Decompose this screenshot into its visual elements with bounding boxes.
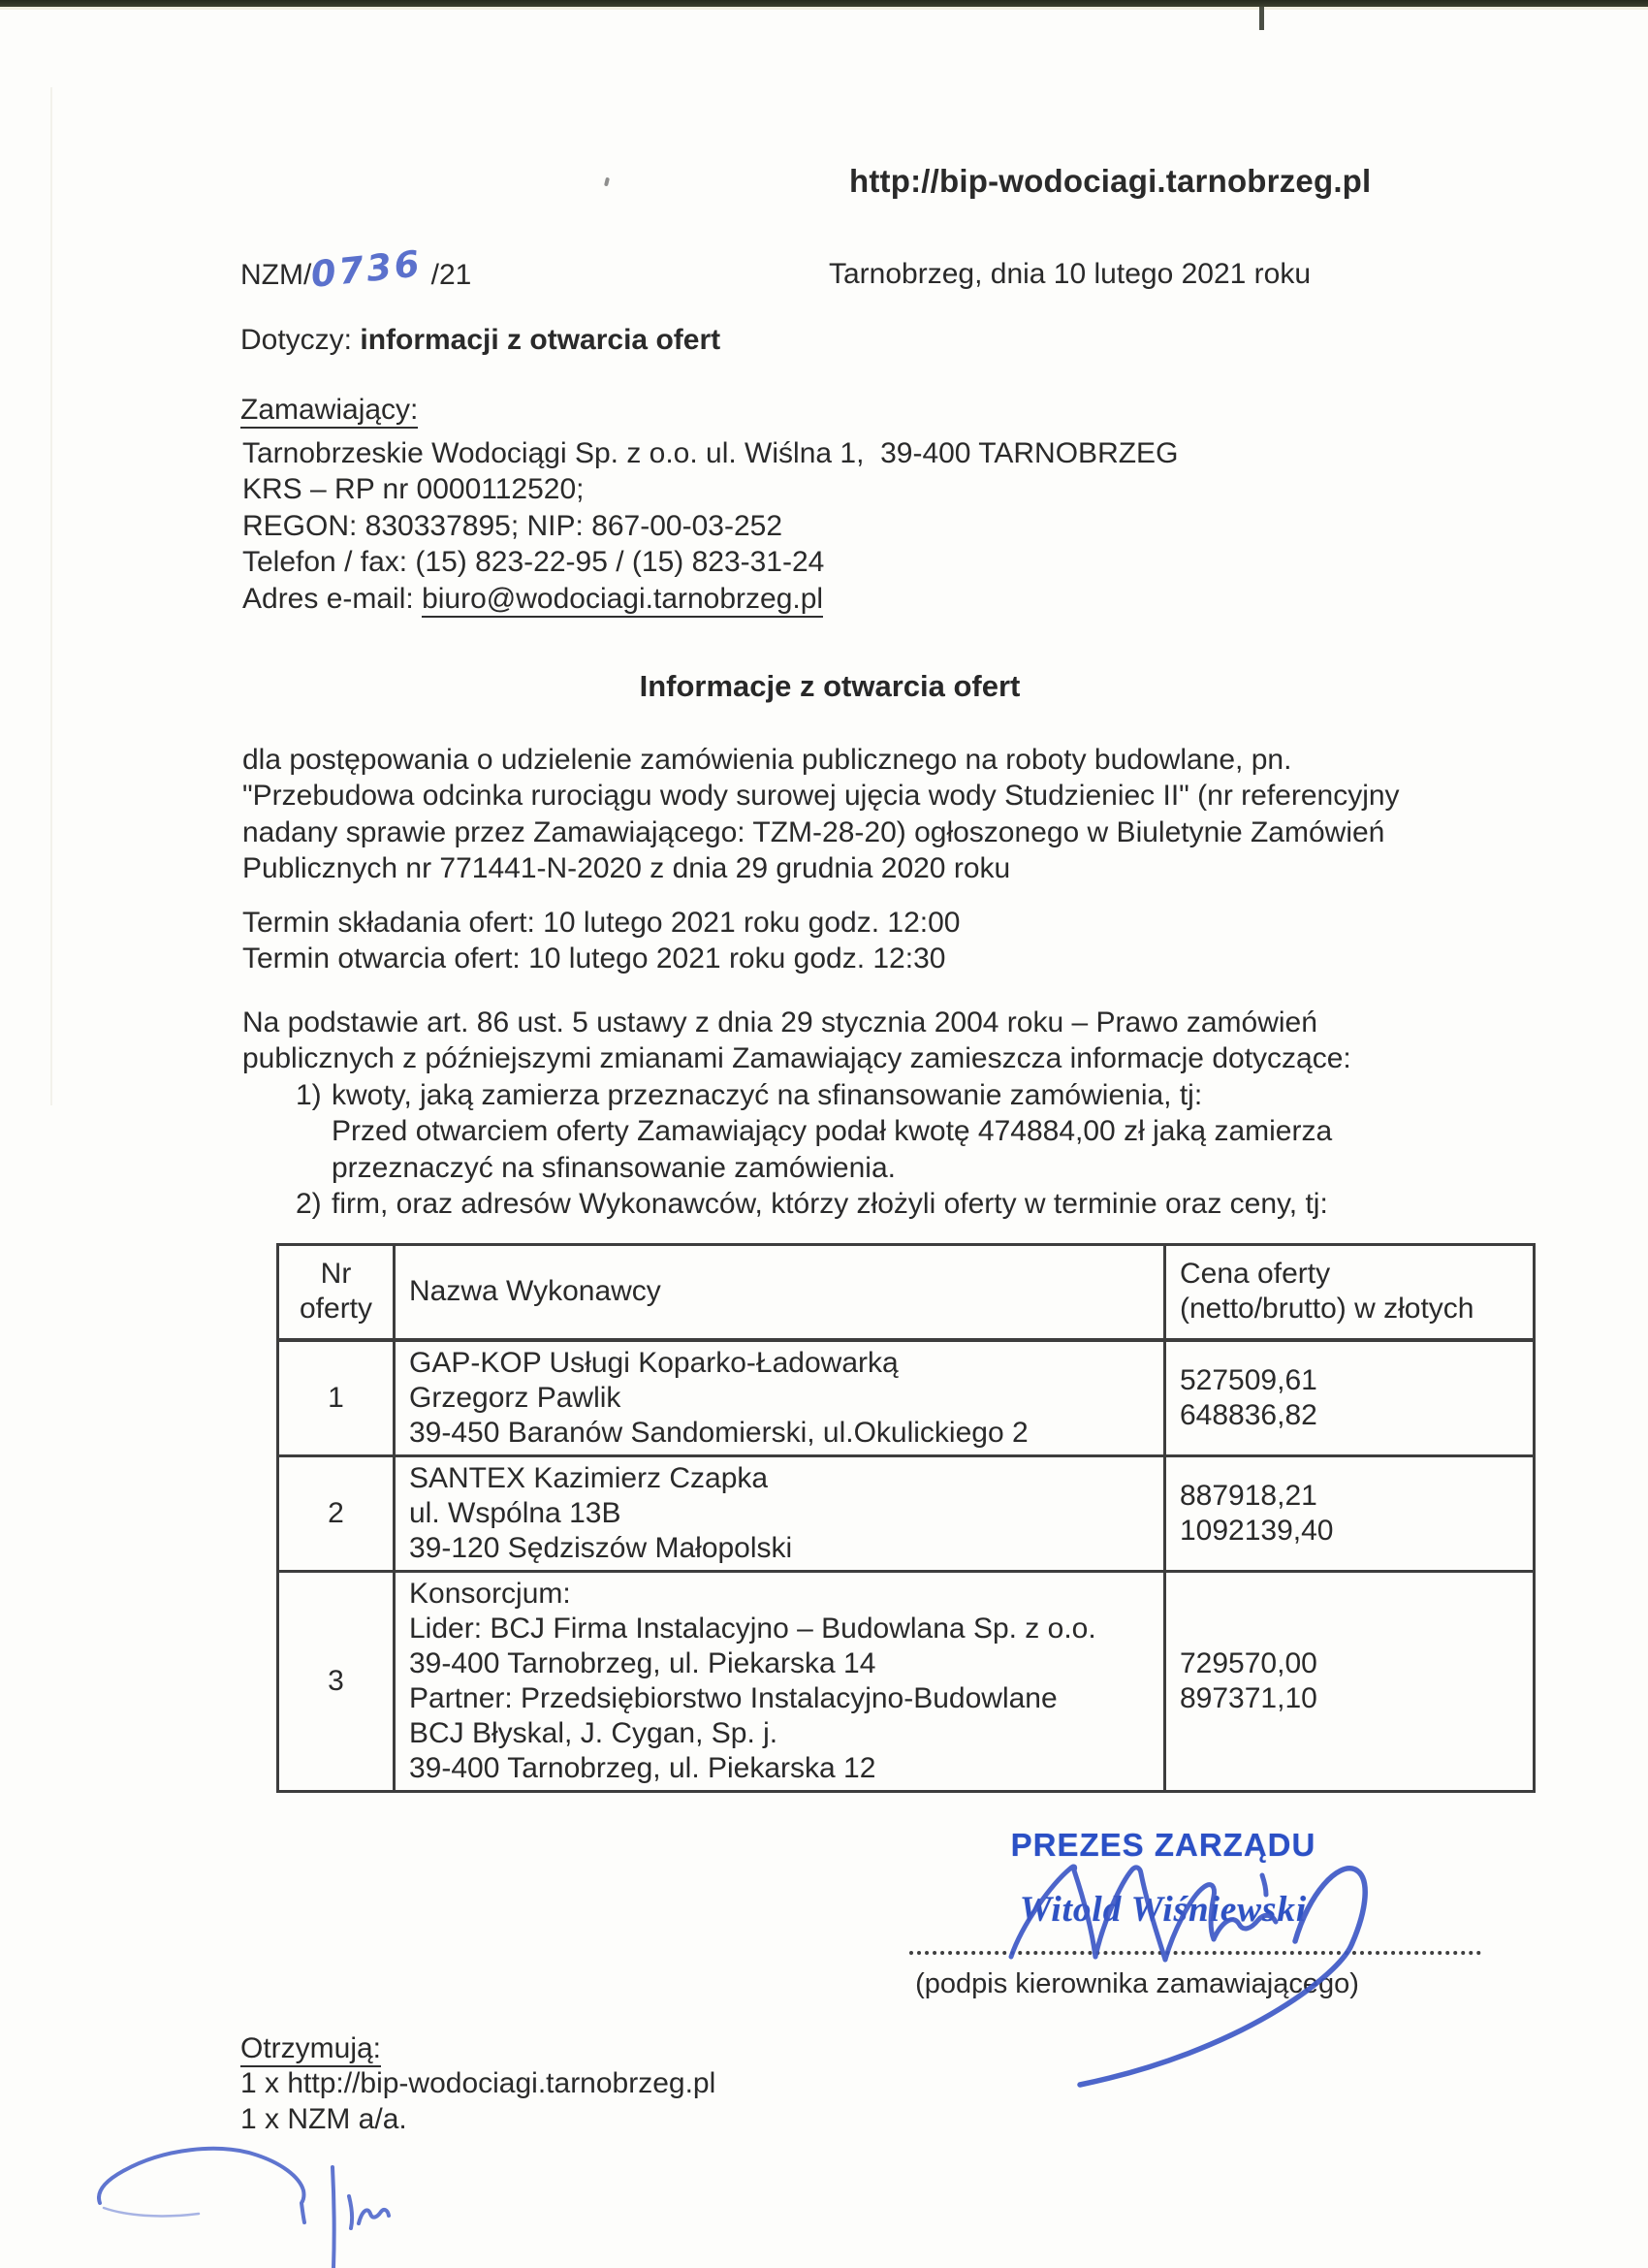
buyer-krs: KRS – RP nr 0000112520; xyxy=(242,473,585,506)
subject-label: Dotyczy: xyxy=(240,324,361,356)
legal-paragraph xyxy=(242,1005,1351,1077)
header-nr-oferty: Nr oferty xyxy=(278,1245,395,1340)
table-header-row xyxy=(278,1245,1535,1340)
site-url: http://bip-wodociagi.tarnobrzeg.pl xyxy=(849,163,1372,199)
intro-line: Publicznych nr 771441-N-2020 z dnia 29 grudnia 2020 roku xyxy=(242,852,1011,885)
list-item-2-marker: 2) xyxy=(296,1188,322,1220)
table-row xyxy=(278,1340,1535,1456)
offer-3-price: 729570,00 897371,10 xyxy=(1165,1571,1535,1791)
distribution-heading: Otrzymują: xyxy=(240,2030,381,2066)
offer-1-nr: 1 xyxy=(278,1340,395,1456)
offer-3-name: Konsorcjum: Lider: BCJ Firma Instalacyjno – Budowlana Sp. z o.o. 39-400 Tarnobrzeg, ul. Piekarska 14 Partner: Przedsiębiorstwo Instalacyjno-Budowlane BCJ Błyskal, J. Cygan, Sp. j. 39-400 Tarnobrzeg, ul. Piekarska 12 xyxy=(395,1571,1165,1791)
reference-prefix: NZM/ xyxy=(240,259,312,291)
distribution-list xyxy=(240,2065,715,2138)
legal-line: Na podstawie art. 86 ust. 5 ustawy z dnia 29 stycznia 2004 roku – Prawo zamówień xyxy=(242,1006,1317,1038)
deadline-submission: Termin składania ofert: 10 lutego 2021 roku godz. 12:00 xyxy=(242,907,961,939)
list-item-2-text xyxy=(332,1186,1446,1222)
table-row xyxy=(278,1571,1535,1791)
offers-table xyxy=(276,1243,1536,1793)
list-item-1-marker: 1) xyxy=(296,1079,322,1111)
stamp-name: Witold Wiśniewski xyxy=(1019,1890,1308,1930)
offer-2-nr: 2 xyxy=(278,1455,395,1571)
offer-1-name: GAP-KOP Usługi Koparko-Ładowarką Grzegorz Pawlik 39-450 Baranów Sandomierski, ul.Okulickiego 2 xyxy=(395,1340,1165,1456)
buyer-email-line xyxy=(242,581,1178,617)
buyer-name-address: Tarnobrzeskie Wodociągi Sp. z o.o. ul. Wiślna 1, 39-400 TARNOBRZEG xyxy=(242,437,1179,469)
header-nazwa-wykonawcy: Nazwa Wykonawcy xyxy=(395,1245,1165,1340)
handwritten-paraph xyxy=(53,2128,460,2268)
offer-2-name: SANTEX Kazimierz Czapka ul. Wspólna 13B 39-120 Sędziszów Małopolski xyxy=(395,1455,1165,1571)
buyer-regon-nip: REGON: 830337895; NIP: 867-00-03-252 xyxy=(242,509,783,542)
stamp-title: PREZES ZARZĄDU xyxy=(1010,1827,1316,1863)
buyer-email-label: Adres e-mail: xyxy=(242,582,423,615)
offer-1-price: 527509,61 648836,82 xyxy=(1165,1340,1535,1456)
header-cena-oferty: Cena oferty (netto/brutto) w złotych xyxy=(1165,1245,1535,1340)
distribution-item-nzm: 1 x NZM a/a. xyxy=(240,2103,407,2136)
scan-top-edge xyxy=(0,0,1648,7)
deadline-opening: Termin otwarcia ofert: 10 lutego 2021 roku godz. 12:30 xyxy=(242,942,946,975)
table-row xyxy=(278,1455,1535,1571)
signature-caption: (podpis kierownika zamawiającego) xyxy=(915,1968,1359,1999)
list-line: firm, oraz adresów Wykonawców, którzy złożyli oferty w terminie oraz ceny, tj: xyxy=(332,1188,1328,1220)
reference-suffix: /21 xyxy=(423,259,472,291)
list-line: Przed otwarciem oferty Zamawiający podał kwotę 474884,00 zł jaką zamierza xyxy=(332,1115,1333,1148)
page-title: Informacje z otwarcia ofert xyxy=(639,669,1021,703)
paper-crease xyxy=(50,87,52,1105)
legal-line: publicznych z późniejszymi zmianami Zamawiający zamieszcza informacje dotyczące: xyxy=(242,1042,1351,1075)
distribution-item-web: 1 x http://bip-wodociagi.tarnobrzeg.pl xyxy=(240,2067,716,2099)
subject-line xyxy=(240,322,720,358)
buyer-phone-fax: Telefon / fax: (15) 823-22-95 / (15) 823-31-24 xyxy=(242,546,825,579)
intro-line: nadany sprawie przez Zamawiającego: TZM-28-20) ogłoszonego w Biuletynie Zamówień xyxy=(242,815,1385,848)
handwritten-signature xyxy=(950,1821,1493,2102)
scan-speck xyxy=(604,177,610,187)
list-line: przeznaczyć na sfinansowanie zamówienia. xyxy=(332,1151,896,1184)
buyer-details xyxy=(242,435,1178,617)
buyer-heading: Zamawiający: xyxy=(240,392,418,428)
buyer-email: biuro@wodociagi.tarnobrzeg.pl xyxy=(422,583,823,618)
handwritten-reference-number: 0736 xyxy=(309,242,425,296)
intro-line: dla postępowania o udzielenie zamówienia publicznego na roboty budowlane, pn. xyxy=(242,744,1292,776)
intro-paragraph xyxy=(242,742,1400,887)
place-and-date: Tarnobrzeg, dnia 10 lutego 2021 roku xyxy=(829,258,1312,290)
intro-line: "Przebudowa odcinka rurociągu wody surowej ujęcia wody Studzieniec II" (nr referencyjny xyxy=(242,780,1400,813)
deadlines xyxy=(242,905,960,977)
list-line: kwoty, jaką zamierza przeznaczyć na sfinansowanie zamówienia, tj: xyxy=(332,1079,1203,1111)
scan-top-edge-highlight xyxy=(0,7,1648,10)
subject-value: informacji z otwarcia ofert xyxy=(360,324,721,356)
offer-2-price: 887918,21 1092139,40 xyxy=(1165,1455,1535,1571)
offer-3-nr: 3 xyxy=(278,1571,395,1791)
list-item-1-text xyxy=(332,1077,1446,1186)
scan-edge-notch xyxy=(1259,7,1264,30)
